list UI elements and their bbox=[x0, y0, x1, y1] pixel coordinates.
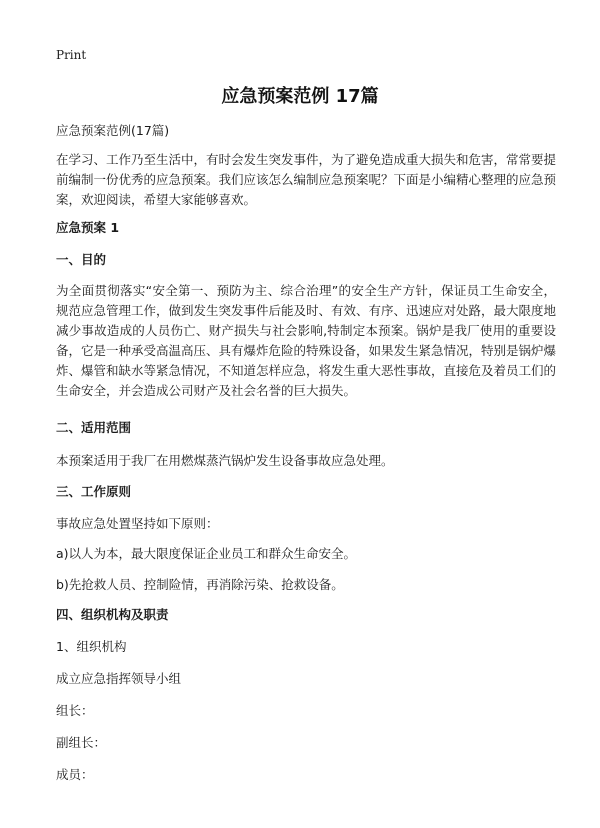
heading-principles: 三、工作原则 bbox=[56, 484, 132, 499]
scope-text: 本预案适用于我厂在用燃煤蒸汽锅炉发生设备事故应急处理。 bbox=[56, 453, 394, 468]
org-group: 成立应急指挥领导小组 bbox=[56, 671, 182, 686]
heading-purpose: 一、目的 bbox=[56, 252, 107, 267]
heading-scope: 二、适用范围 bbox=[56, 420, 132, 435]
principle-intro: 事故应急处置坚持如下原则： bbox=[56, 516, 219, 531]
principle-b: b)先抢救人员、控制险情，再消除污染、抢救设备。 bbox=[56, 577, 344, 592]
leader-label: 组长： bbox=[56, 703, 94, 718]
principle-a: a)以人为本，最大限度保证企业员工和群众生命安全。 bbox=[56, 546, 357, 561]
section-title: 应急预案 1 bbox=[56, 220, 120, 235]
purpose-paragraph: 为全面贯彻落实“安全第一、预防为主、综合治理”的安全生产方针，保证员工生命安全，规范应急管理工作，做到发生突发事件后能及时、有效、有序、迅速应对处路，最大限度地减少事故造成的人员伤亡、财产损失与社会影响,特制定本预案。锅炉是我厂使用的重要设备，它是一种承受高温高压、具有爆炸危险的特殊设备，如果发生紧急情况，特别是锅炉爆炸、爆管和缺水等紧急情况，不知道怎样应急，将发生重大恶性事故，直接危及着员工们的生命安全，并会造成公司财产及社会名誉的巨大损失。 bbox=[56, 283, 557, 398]
intro-paragraph: 在学习、工作乃至生活中，有时会发生突发事件，为了避免造成重大损失和危害，常常要提前编制一份优秀的应急预案。我们应该怎么编制应急预案呢？下面是小编精心整理的应急预案，欢迎阅读，希望大家能够喜欢。 bbox=[56, 152, 557, 207]
document-title: 应急预案范例 17篇 bbox=[221, 86, 379, 107]
vice-leader-label: 副组长： bbox=[56, 735, 107, 750]
org-subsection: 1、组织机构 bbox=[56, 639, 127, 654]
heading-organization: 四、组织机构及职责 bbox=[56, 607, 169, 622]
print-link[interactable]: Print bbox=[56, 48, 87, 62]
members-label: 成员： bbox=[56, 767, 94, 782]
document-subtitle: 应急预案范例(17篇) bbox=[56, 123, 170, 138]
